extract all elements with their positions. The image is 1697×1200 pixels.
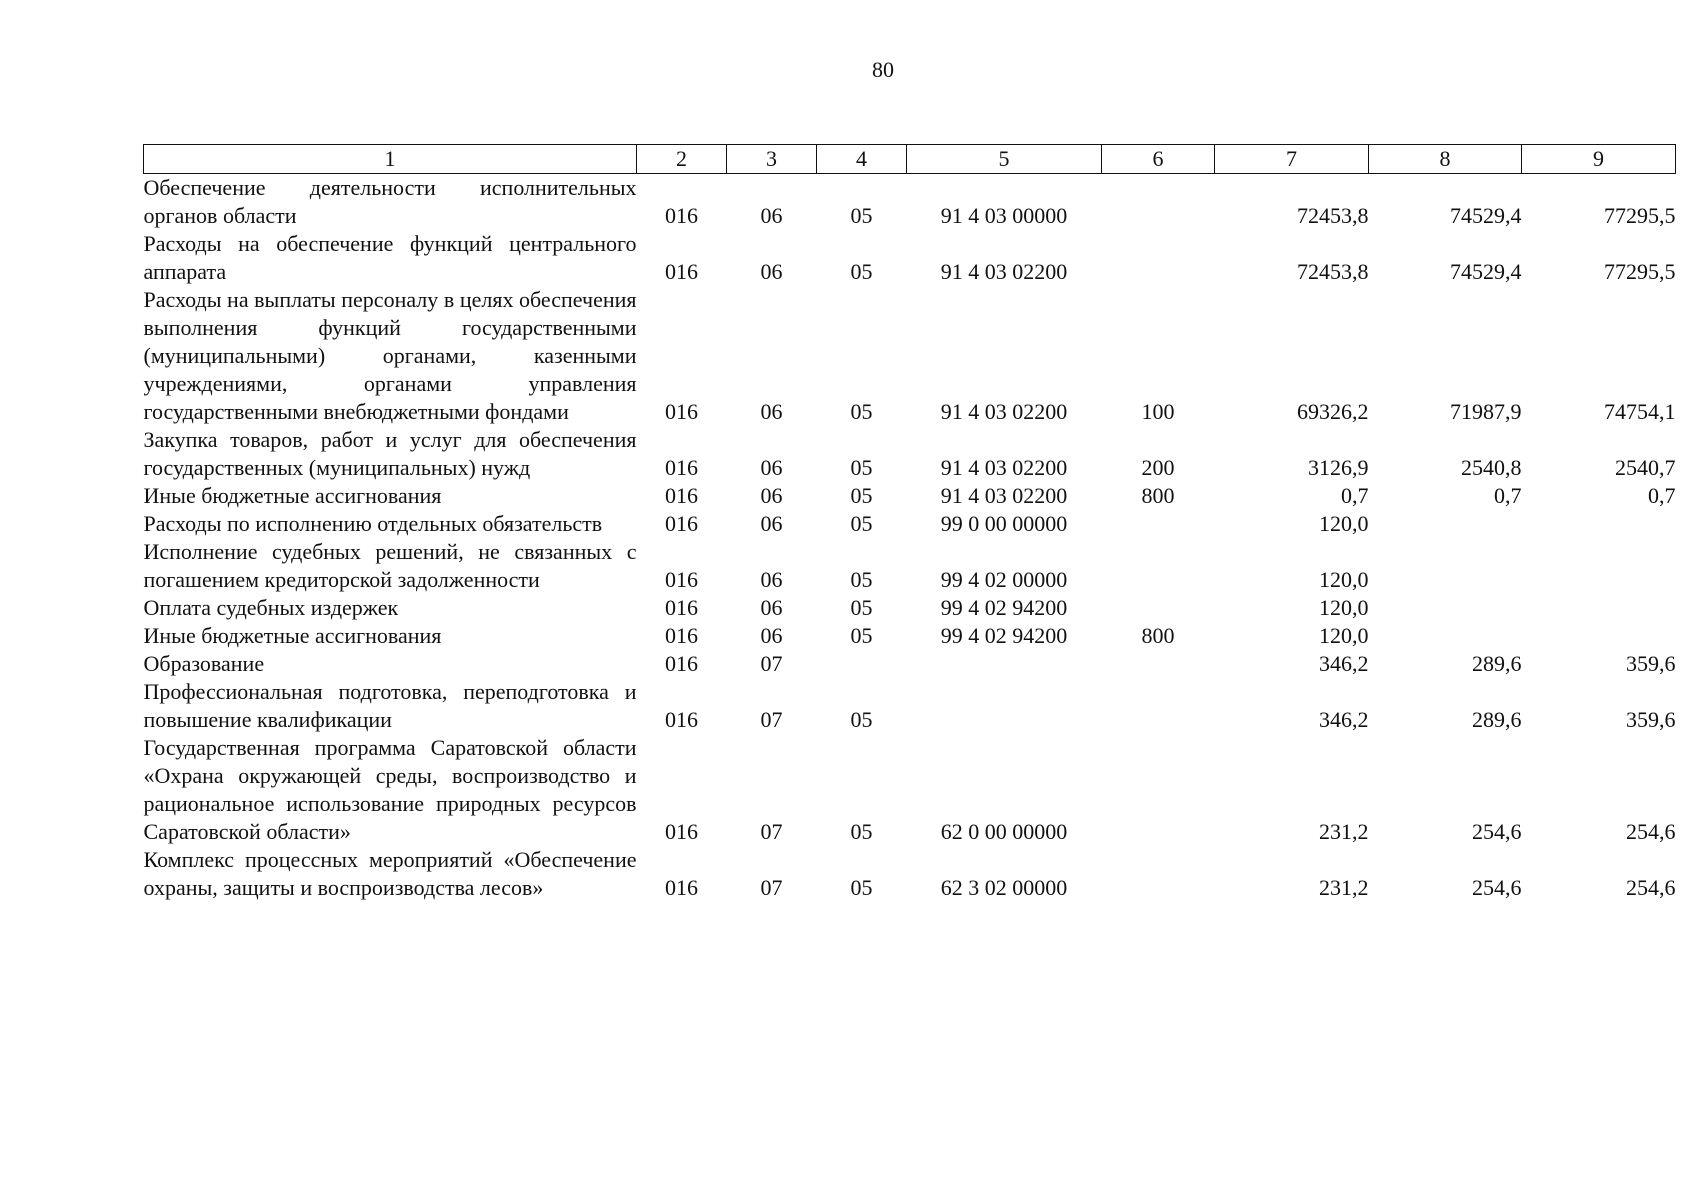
cell-section: 06	[760, 259, 783, 284]
col-header-5: 5	[907, 145, 1102, 174]
cell-ministry-code: 016	[665, 651, 698, 676]
cell-section: 06	[760, 399, 783, 424]
cell-ministry-code: 016	[665, 707, 698, 732]
cell-subsection: 05	[850, 455, 873, 480]
cell-ministry-code: 016	[665, 203, 698, 228]
cell-subsection: 05	[850, 511, 873, 536]
cell-target-article: 99 0 00 00000	[940, 511, 1068, 536]
table-row	[144, 734, 1676, 846]
cell-subsection: 05	[850, 875, 873, 900]
cell-section: 06	[760, 455, 783, 480]
budget-table	[143, 144, 1676, 902]
row-name: Государственная программа Саратовской области «Охрана окружающей среды, воспроизводство и рациональное использование природных ресурсов Саратовской области»	[143, 735, 637, 844]
cell-amount-7: 72453,8	[1297, 203, 1369, 228]
cell-subsection: 05	[850, 707, 873, 732]
cell-subsection: 05	[850, 623, 873, 648]
cell-amount-7: 3126,9	[1308, 455, 1369, 480]
cell-amount-8: 289,6	[1472, 707, 1522, 732]
row-name: Закупка товаров, работ и услуг для обеспечения государственных (муниципальных) нужд	[143, 427, 637, 480]
cell-amount-8: 289,6	[1472, 651, 1522, 676]
cell-amount-7: 120,0	[1319, 595, 1369, 620]
col-header-9: 9	[1522, 145, 1676, 174]
table-row	[144, 650, 1676, 678]
table-row	[144, 174, 1676, 231]
table-row	[144, 230, 1676, 286]
table-row	[144, 286, 1676, 426]
cell-amount-9: 2540,7	[1615, 455, 1676, 480]
header-row	[144, 145, 1676, 174]
cell-amount-7: 72453,8	[1297, 259, 1369, 284]
cell-ministry-code: 016	[665, 875, 698, 900]
cell-amount-9	[1522, 510, 1676, 538]
table-row	[144, 678, 1676, 734]
cell-expense-type: 800	[1141, 483, 1175, 508]
cell-expense-type	[1102, 846, 1215, 902]
row-name: Оплата судебных издержек	[143, 595, 399, 620]
cell-subsection: 05	[850, 399, 873, 424]
cell-subsection	[817, 650, 907, 678]
cell-expense-type	[1102, 230, 1215, 286]
cell-amount-8	[1369, 622, 1522, 650]
table-row	[144, 510, 1676, 538]
cell-subsection: 05	[850, 567, 873, 592]
row-name: Иные бюджетные ассигнования	[143, 623, 442, 648]
cell-section: 07	[760, 707, 783, 732]
cell-subsection: 05	[850, 595, 873, 620]
cell-ministry-code: 016	[665, 483, 698, 508]
cell-amount-9: 254,6	[1626, 875, 1676, 900]
cell-amount-9: 359,6	[1626, 651, 1676, 676]
cell-target-article: 91 4 03 02200	[940, 259, 1068, 284]
cell-expense-type	[1102, 538, 1215, 594]
cell-amount-7: 346,2	[1319, 707, 1369, 732]
row-name: Иные бюджетные ассигнования	[143, 483, 442, 508]
cell-target-article: 62 0 00 00000	[940, 819, 1068, 844]
cell-target-article: 99 4 02 94200	[940, 623, 1068, 648]
cell-amount-9: 254,6	[1626, 819, 1676, 844]
cell-amount-8: 74529,4	[1450, 259, 1522, 284]
cell-section: 07	[760, 651, 783, 676]
row-name: Образование	[143, 651, 265, 676]
row-name: Обеспечение деятельности исполнительных органов области	[143, 175, 637, 228]
cell-amount-8: 0,7	[1494, 483, 1522, 508]
cell-expense-type	[1102, 510, 1215, 538]
cell-target-article: 91 4 03 00000	[940, 203, 1068, 228]
cell-section: 06	[760, 203, 783, 228]
cell-amount-9: 77295,5	[1604, 203, 1676, 228]
cell-expense-type	[1102, 678, 1215, 734]
cell-amount-8: 2540,8	[1461, 455, 1522, 480]
cell-target-article	[907, 650, 1102, 678]
cell-expense-type	[1102, 594, 1215, 622]
table-row	[144, 594, 1676, 622]
cell-section: 06	[760, 595, 783, 620]
cell-target-article: 62 3 02 00000	[940, 875, 1068, 900]
cell-amount-7: 231,2	[1319, 819, 1369, 844]
row-name: Исполнение судебных решений, не связанных с погашением кредиторской задолженности	[143, 539, 637, 592]
col-header-7: 7	[1215, 145, 1369, 174]
row-name: Профессиональная подготовка, переподготовка и повышение квалификации	[143, 679, 637, 732]
cell-section: 06	[760, 483, 783, 508]
cell-ministry-code: 016	[665, 595, 698, 620]
cell-subsection: 05	[850, 483, 873, 508]
table-row	[144, 622, 1676, 650]
cell-target-article: 91 4 03 02200	[940, 455, 1068, 480]
table-row	[144, 426, 1676, 482]
cell-amount-8: 71987,9	[1450, 399, 1522, 424]
cell-expense-type	[1102, 650, 1215, 678]
cell-target-article: 91 4 03 02200	[940, 483, 1068, 508]
page-number: 80	[872, 57, 894, 82]
cell-amount-9: 0,7	[1648, 483, 1676, 508]
table-row	[144, 846, 1676, 902]
cell-amount-9	[1522, 594, 1676, 622]
cell-amount-8: 254,6	[1472, 819, 1522, 844]
row-name: Комплекс процессных мероприятий «Обеспечение охраны, защиты и воспроизводства лесов»	[143, 847, 637, 900]
cell-subsection: 05	[850, 819, 873, 844]
cell-ministry-code: 016	[665, 567, 698, 592]
table-row	[144, 538, 1676, 594]
cell-amount-7: 120,0	[1319, 623, 1369, 648]
col-header-6: 6	[1102, 145, 1215, 174]
cell-amount-9	[1522, 622, 1676, 650]
cell-amount-7: 0,7	[1341, 483, 1369, 508]
cell-ministry-code: 016	[665, 511, 698, 536]
col-header-4: 4	[817, 145, 907, 174]
cell-amount-7: 346,2	[1319, 651, 1369, 676]
cell-expense-type: 200	[1141, 455, 1175, 480]
cell-expense-type	[1102, 734, 1215, 846]
cell-section: 07	[760, 875, 783, 900]
cell-ministry-code: 016	[665, 623, 698, 648]
row-name: Расходы на выплаты персоналу в целях обеспечения выполнения функций государственными (муниципальными) органами, казенными учреждениями, органами управления государственными внебюджетными фондами	[143, 287, 637, 424]
cell-target-article: 99 4 02 94200	[940, 595, 1068, 620]
cell-amount-9	[1522, 538, 1676, 594]
cell-amount-7: 69326,2	[1297, 399, 1369, 424]
cell-section: 06	[760, 511, 783, 536]
cell-amount-7: 120,0	[1319, 511, 1369, 536]
cell-amount-8: 74529,4	[1450, 203, 1522, 228]
cell-amount-8	[1369, 594, 1522, 622]
cell-amount-7: 120,0	[1319, 567, 1369, 592]
cell-amount-8	[1369, 538, 1522, 594]
cell-target-article	[907, 678, 1102, 734]
cell-amount-7: 231,2	[1319, 875, 1369, 900]
cell-amount-8	[1369, 510, 1522, 538]
col-header-3: 3	[727, 145, 817, 174]
cell-amount-9: 359,6	[1626, 707, 1676, 732]
col-header-8: 8	[1369, 145, 1522, 174]
cell-target-article: 99 4 02 00000	[940, 567, 1068, 592]
cell-section: 06	[760, 567, 783, 592]
cell-target-article: 91 4 03 02200	[940, 399, 1068, 424]
cell-amount-9: 77295,5	[1604, 259, 1676, 284]
cell-expense-type	[1102, 174, 1215, 231]
row-name: Расходы на обеспечение функций центрального аппарата	[143, 231, 637, 284]
cell-ministry-code: 016	[665, 455, 698, 480]
table-row	[144, 482, 1676, 510]
cell-expense-type: 800	[1141, 623, 1175, 648]
cell-subsection: 05	[850, 259, 873, 284]
cell-expense-type: 100	[1141, 399, 1175, 424]
cell-ministry-code: 016	[665, 399, 698, 424]
cell-subsection: 05	[850, 203, 873, 228]
col-header-1: 1	[144, 145, 637, 174]
cell-section: 07	[760, 819, 783, 844]
cell-ministry-code: 016	[665, 259, 698, 284]
cell-ministry-code: 016	[665, 819, 698, 844]
cell-section: 06	[760, 623, 783, 648]
row-name: Расходы по исполнению отдельных обязательств	[143, 511, 603, 536]
col-header-2: 2	[637, 145, 727, 174]
cell-amount-8: 254,6	[1472, 875, 1522, 900]
cell-amount-9: 74754,1	[1604, 399, 1676, 424]
